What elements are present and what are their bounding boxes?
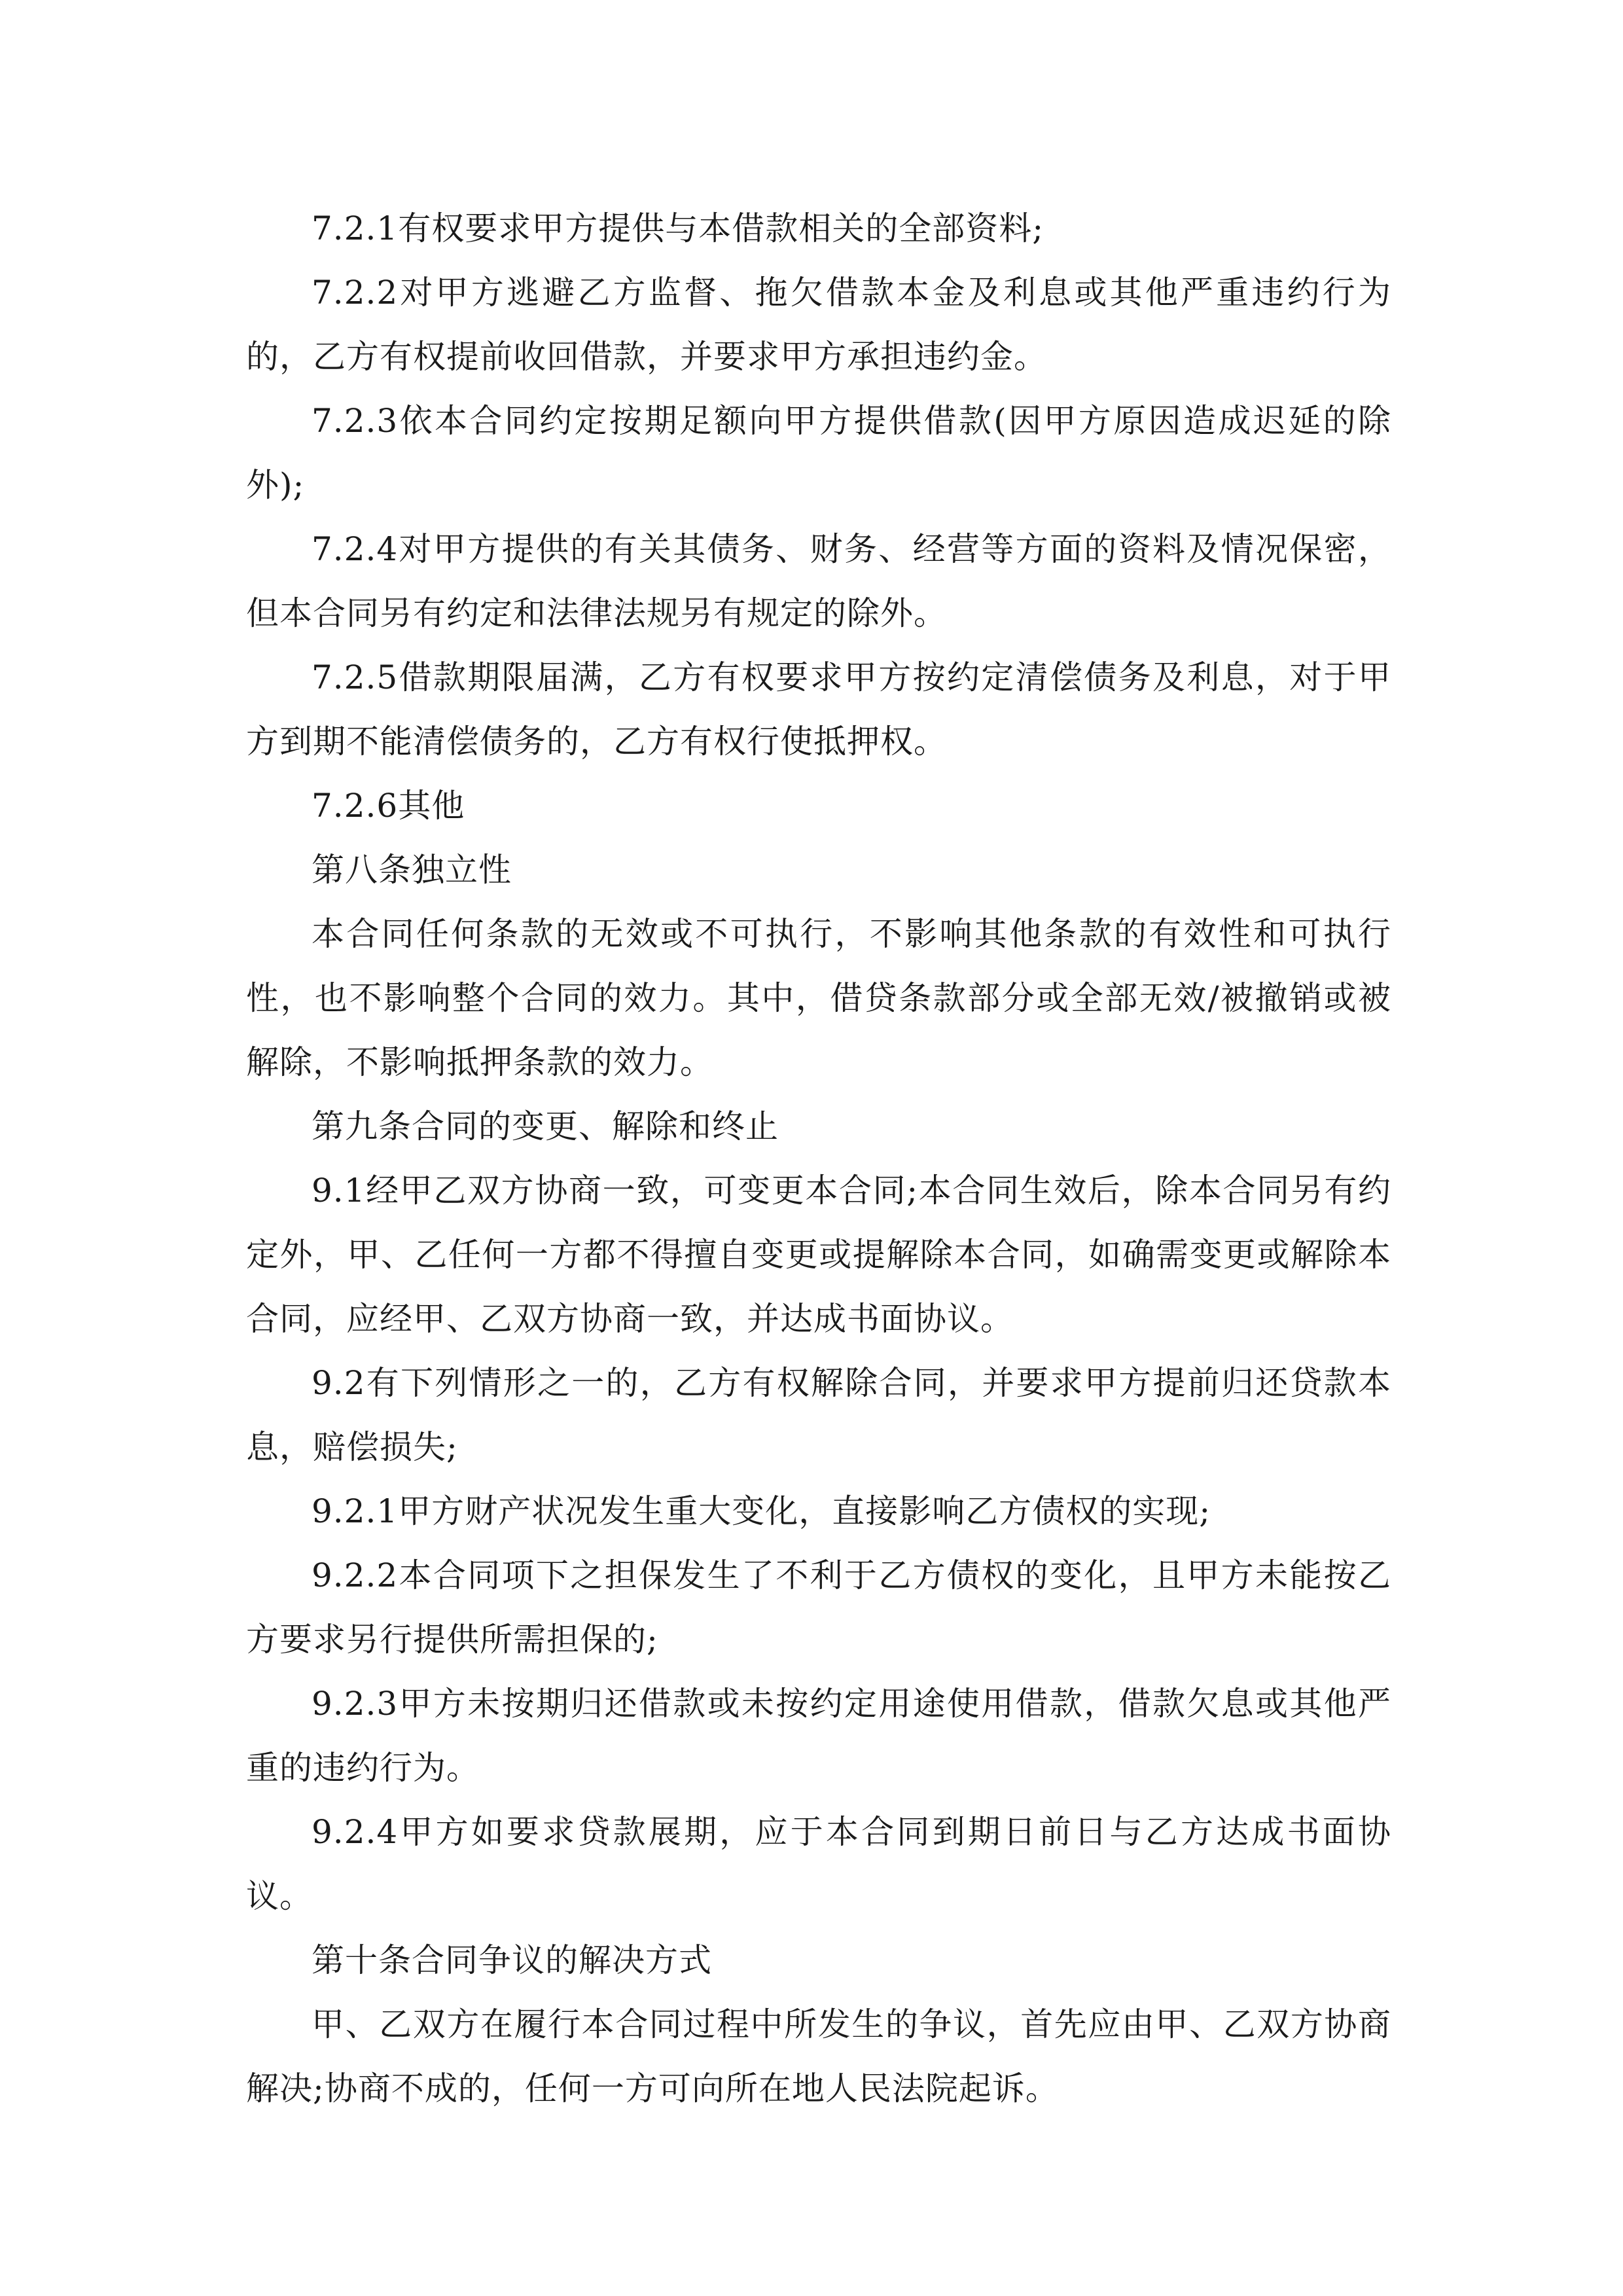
document-body [246,196,1391,2121]
article-10-heading: 第十条合同争议的解决方式 [312,1941,712,1979]
clause-9-2-1: 9.2.1甲方财产状况发生重大变化，直接影响乙方债权的实现; [312,1492,1211,1530]
article-9-heading: 第九条合同的变更、解除和终止 [312,1107,779,1145]
clause-9-2: 9.2有下列情形之一的，乙方有权解除合同，并要求甲方提前归还贷款本息，赔偿损失; [246,1364,1391,1466]
clause-9-1: 9.1经甲乙双方协商一致，可变更本合同;本合同生效后，除本合同另有约定外，甲、乙任何一方都不得擅自变更或提解除本合同，如确需变更或解除本合同，应经甲、乙双方协商一致，并达成书面协议。 [246,1172,1391,1338]
clause-9-2-3: 9.2.3甲方未按期归还借款或未按约定用途使用借款，借款欠息或其他严重的违约行为。 [246,1685,1391,1787]
article-10-body: 甲、乙双方在履行本合同过程中所发生的争议，首先应由甲、乙双方协商解决;协商不成的，任何一方可向所在地人民法院起诉。 [246,2005,1391,2108]
clause-7-2-4: 7.2.4对甲方提供的有关其债务、财务、经营等方面的资料及情况保密，但本合同另有约定和法律法规另有规定的除外。 [246,530,1391,632]
article-8-body: 本合同任何条款的无效或不可执行，不影响其他条款的有效性和可执行性，也不影响整个合同的效力。其中，借贷条款部分或全部无效/被撤销或被解除，不影响抵押条款的效力。 [246,915,1391,1081]
clause-7-2-6: 7.2.6其他 [312,787,465,825]
clause-7-2-2: 7.2.2对甲方逃避乙方监督、拖欠借款本金及利息或其他严重违约行为的，乙方有权提前收回借款，并要求甲方承担违约金。 [246,274,1391,376]
clause-7-2-3: 7.2.3依本合同约定按期足额向甲方提供借款(因甲方原因造成迟延的除外); [246,402,1391,504]
clause-9-2-2: 9.2.2本合同项下之担保发生了不利于乙方债权的变化，且甲方未能按乙方要求另行提供所需担保的; [246,1556,1391,1659]
clause-9-2-4: 9.2.4甲方如要求贷款展期，应于本合同到期日前日与乙方达成书面协议。 [246,1813,1391,1915]
clause-7-2-1: 7.2.1有权要求甲方提供与本借款相关的全部资料; [312,209,1044,247]
article-8-heading: 第八条独立性 [312,851,512,889]
clause-7-2-5: 7.2.5借款期限届满，乙方有权要求甲方按约定清偿债务及利息，对于甲方到期不能清偿债务的，乙方有权行使抵押权。 [246,658,1391,761]
